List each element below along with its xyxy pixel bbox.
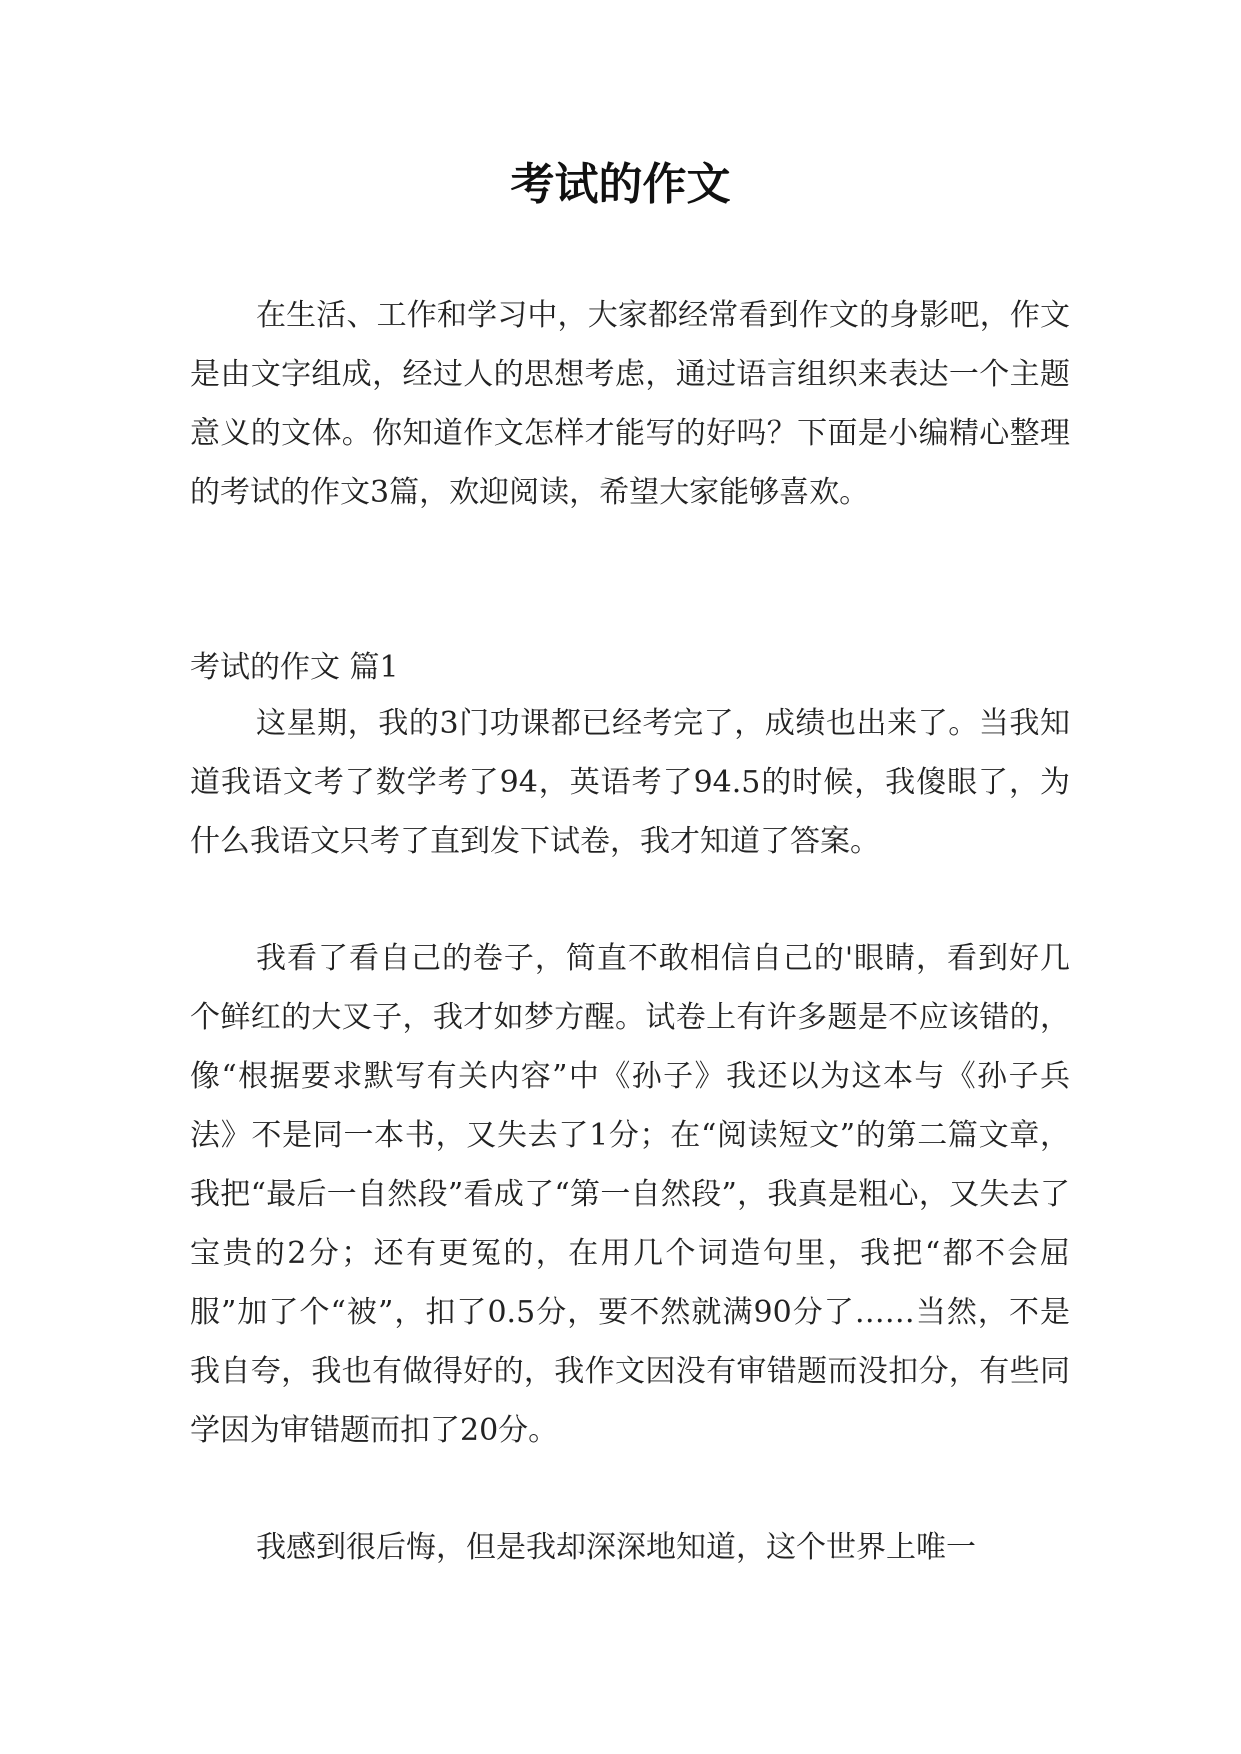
- intro-paragraph: 在生活、工作和学习中，大家都经常看到作文的身影吧，作文是由文字组成，经过人的思想考虑，通过语言组织来表达一个主题意义的文体。你知道作文怎样才能写的好吗？下面是小编精心整理的考试的作文3篇，欢迎阅读，希望大家能够喜欢。: [190, 298, 1070, 510]
- page-title: 考试的作文: [510, 159, 731, 210]
- body-paragraph-2: 我看了看自己的卷子，简直不敢相信自己的'眼睛，看到好几个鲜红的大叉子，我才如梦方醒。试卷上有许多题是不应该错的，像“根据要求默写有关内容”中《孙子》我还以为这本与《孙子兵法》不是同一本书，又失去了1分；在“阅读短文”的第二篇文章，我把“最后一自然段”看成了“第一自然段”，我真是粗心，又失去了宝贵的2分；还有更冤的，在用几个词造句里，我把“都不会屈服”加了个“被”，扣了0.5分，要不然就满90分了……当然，不是我自夸，我也有做得好的，我作文因没有审错题而没扣分，有些同学因为审错题而扣了20分。: [190, 941, 1070, 1448]
- body-paragraph-3: 我感到很后悔，但是我却深深地知道，这个世界上唯一: [256, 1530, 976, 1565]
- body-paragraph-1: 这星期，我的3门功课都已经考完了，成绩也出来了。当我知道我语文考了数学考了94，英语考了94.5的时候，我傻眼了，为什么我语文只考了直到发下试卷，我才知道了答案。: [190, 706, 1070, 859]
- section-heading: 考试的作文 篇1: [190, 650, 399, 685]
